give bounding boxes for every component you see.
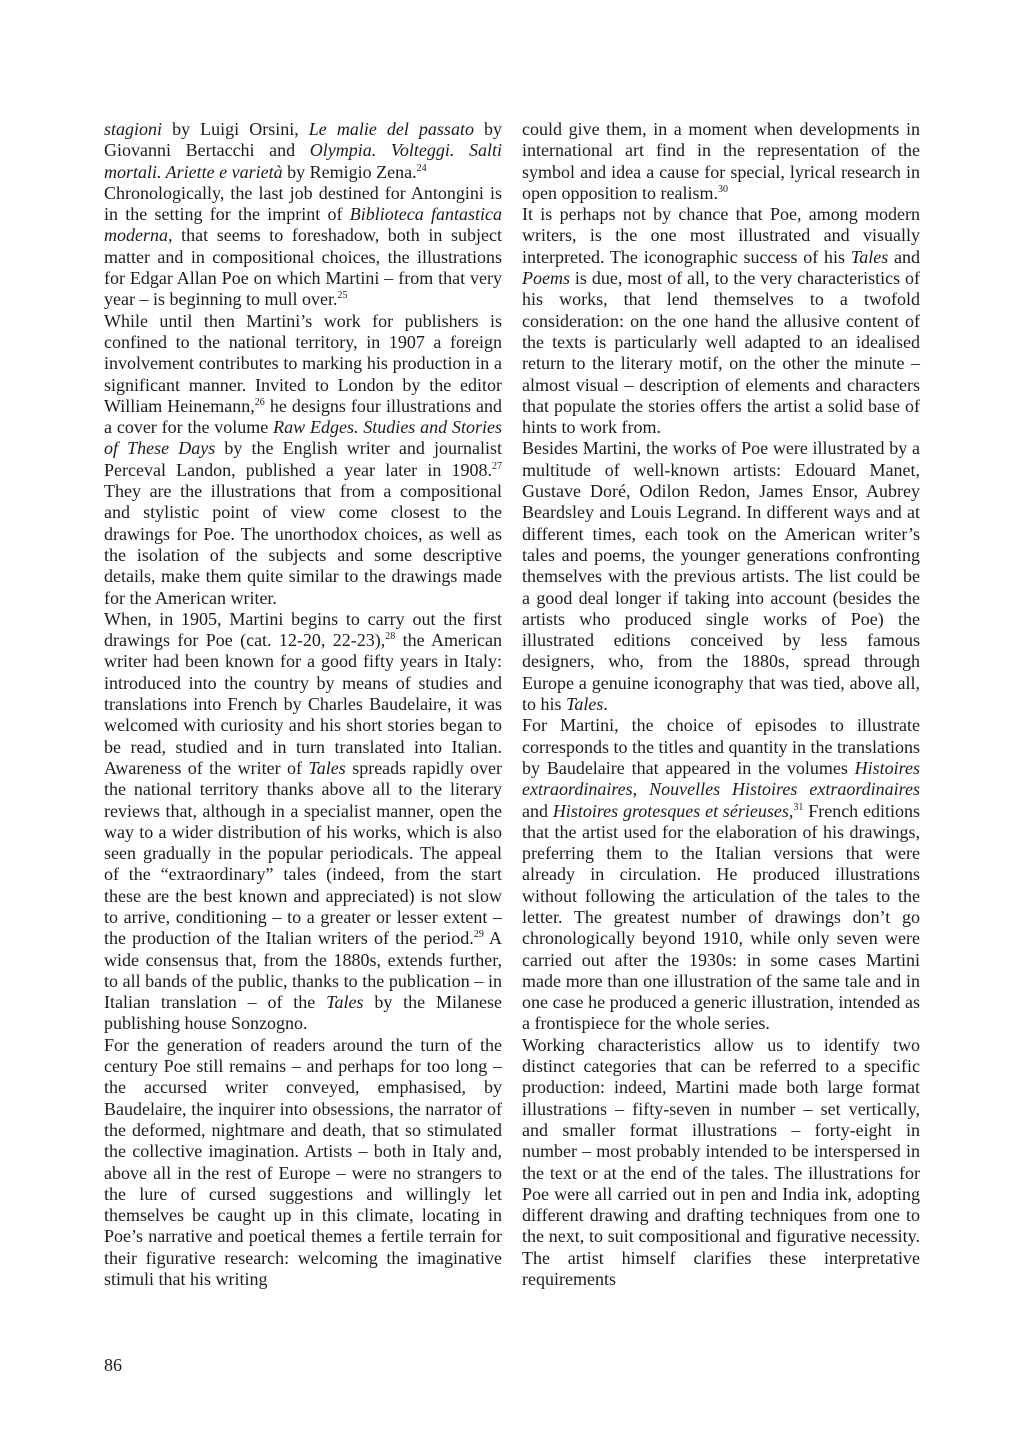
text-run: the American writer had been known for a good fifty years in Italy: introduced into the country by means of studies and translations into French by Charles Baudelaire, it was welcomed with curiosity and his short stories began to be read, studied and in turn translated into Italian. Awareness of the writer of: [104, 630, 502, 778]
italic-text: Poems: [522, 268, 570, 289]
text-run: A wide consensus that, from the 1880s, extends further, to all bands of the public, thanks to the publication – in Italian translation – of the: [104, 928, 502, 1013]
text-run: It is perhaps not by chance that Poe, among modern writers, is the one most illustrated and visually interpreted. The iconographic success of his: [522, 204, 920, 267]
italic-text: Histoires grotesques et sérieuses,: [552, 800, 794, 821]
footnote-reference: 24: [416, 162, 427, 174]
text-run: When, in 1905, Martini begins to carry out the first drawings for Poe (cat. 12-20, 22-23),: [104, 608, 502, 651]
text-run: by Remigio Zena.: [282, 161, 417, 182]
text-run: While until then Martini’s work for publishers is confined to the national territory, in 1907 a foreign involvement contributes to marking his production in a significant manner. Invited to London by the editor William Heinemann,: [104, 310, 502, 416]
text-run: by Giovanni Bertacchi and: [104, 119, 503, 161]
italic-text: Histoires extraordinaires: [522, 757, 920, 800]
footnote-reference: 25: [337, 290, 348, 302]
text-run: French editions that the artist used for the elaboration of his drawings, preferring them to the Italian versions that were already in circulation. He produced illustrations without following the articulation of the tales to the letter. The greatest number of drawings don’t go chronologically beyond 1910, while only seven were carried out after the 1930s: in some cases Martini made more than one illustration of the same tale and in one case he produced a generic illustration, intended as a frontispiece for the whole series.: [522, 800, 920, 1034]
text-run: and: [888, 246, 920, 267]
text-run: For the generation of readers around the turn of the century Poe still remains – and perhaps for too long – the accursed writer conveyed, emphasised, by Baudelaire, the inquirer into obsessions, the narrator of the deformed, nightmare and death, that so stimulated the collective imagination. Artists – both in Italy and, above all in the rest of Europe – were no strangers to the lure of cursed suggestions and willingly let themselves be caught up in this climate, locating in Poe’s narrative and poetical themes a fertile terrain for their figurative research: welcoming the imaginative stimuli that his writing: [104, 1034, 502, 1290]
text-run: by the English writer and journalist Perceval Landon, published a year later in 1908.: [104, 438, 502, 480]
left-text-column: [104, 119, 502, 1290]
text-run: , that seems to foreshadow, both in subject matter and in compositional choices, the illustrations for Edgar Allan Poe on which Martini – from that very year – is beginning to mull over.: [104, 225, 502, 310]
text-run: ,: [632, 779, 650, 800]
text-run: and: [522, 800, 553, 821]
paragraph: [104, 119, 502, 183]
italic-text: Tales: [326, 992, 364, 1013]
italic-text: Olympia. Volteggi. Salti mortali. Ariette e varietà: [104, 140, 502, 182]
paragraph: [522, 438, 920, 715]
italic-text: Le malie del passato: [308, 119, 474, 139]
paragraph: [104, 609, 502, 1035]
italic-text: Tales: [850, 246, 889, 267]
paragraph: [104, 311, 502, 609]
paragraph: [522, 1035, 920, 1291]
paragraph: [104, 1035, 502, 1291]
italic-text: Biblioteca fantastica moderna: [104, 204, 502, 246]
text-run: he designs four illustrations and a cover for the volume: [104, 395, 502, 438]
paragraph: [522, 119, 920, 204]
right-text-column: [522, 119, 920, 1290]
paragraph: [522, 715, 920, 1034]
footnote-reference: 28: [385, 631, 396, 643]
text-run: For Martini, the choice of episodes to illustrate corresponds to the titles and quantity in the translations by Baudelaire that appeared in the volumes: [522, 715, 920, 778]
italic-text: Nouvelles Histoires extraordinaires: [649, 779, 920, 800]
footnote-reference: 26: [254, 396, 265, 408]
paragraph: [104, 183, 502, 311]
footnote-reference: 27: [492, 460, 502, 472]
text-run: Besides Martini, the works of Poe were illustrated by a multitude of well-known artists: Edouard Manet, Gustave Doré, Odilon Redon, James Ensor, Aubrey Beardsley and Louis Legrand. In different ways and at different times, each took on the American writer’s tales and poems, the younger generations confronting themselves with the previous artists. The list could be a good deal longer if taking into account (besides the artists who produced single works of Poe) the illustrated editions conceived by less famous designers, who, from the 1880s, spread through Europe a genuine iconography that was tied, above all, to his: [522, 438, 920, 715]
footnote-reference: 30: [717, 183, 728, 195]
text-run: Chronologically, the last job destined for Antongini is in the setting for the imprint of: [104, 182, 502, 225]
text-run: is due, most of all, to the very characteristics of his works, that lend themselves to a twofold consideration: on the one hand the allusive content of the texts is particularly well adapted to an idealised return to the literary motif, on the other the minute – almost visual – description of elements and characters that populate the stories offers the artist a solid base of hints to work from.: [522, 268, 920, 438]
italic-text: Tales: [308, 757, 346, 778]
text-run: spreads rapidly over the national territory thanks above all to the literary reviews that, although in a specialist manner, open the way to a wider distribution of his works, which is also seen gradually in the popular periodicals. The appeal of the “extraordinary” tales (indeed, from the start these are the best known and appreciated) is not slow to arrive, conditioning – to a greater or lesser extent – the production of the Italian writers of the period.: [104, 757, 502, 949]
italic-text: stagioni: [104, 119, 163, 139]
text-run: by the Milanese publishing house Sonzogno.: [104, 992, 502, 1034]
italic-text: Raw Edges. Studies and Stories of These Days: [104, 417, 502, 459]
text-run: could give them, in a moment when developments in international art find in the representation of the symbol and idea a cause for special, lyrical research in open opposition to realism.: [522, 119, 920, 203]
paragraph: [522, 204, 920, 438]
footnote-reference: 29: [473, 929, 484, 941]
page-number: 86: [104, 1355, 122, 1375]
text-run: Working characteristics allow us to identify two distinct categories that can be referred to a specific production: indeed, Martini made both large format illustrations – fifty-seven in number – set vertically, and smaller format illustrations – forty-eight in number – most probably intended to be interspersed in the text or at the end of the tales. The illustrations for Poe were all carried out in pen and India ink, adopting different drawing and drafting techniques from one to the next, to suit compositional and figurative necessity. The artist himself clarifies these interpretative requirements: [522, 1034, 920, 1290]
italic-text: Tales: [566, 694, 604, 715]
text-run: They are the illustrations that from a compositional and stylistic point of view come closest to the drawings for Poe. The unorthodox choices, as well as the isolation of the subjects and some descriptive details, make them quite similar to the drawings made for the American writer.: [104, 481, 502, 608]
footnote-reference: 31: [793, 801, 804, 813]
text-run: .: [603, 694, 608, 715]
text-run: by Luigi Orsini,: [162, 119, 309, 139]
